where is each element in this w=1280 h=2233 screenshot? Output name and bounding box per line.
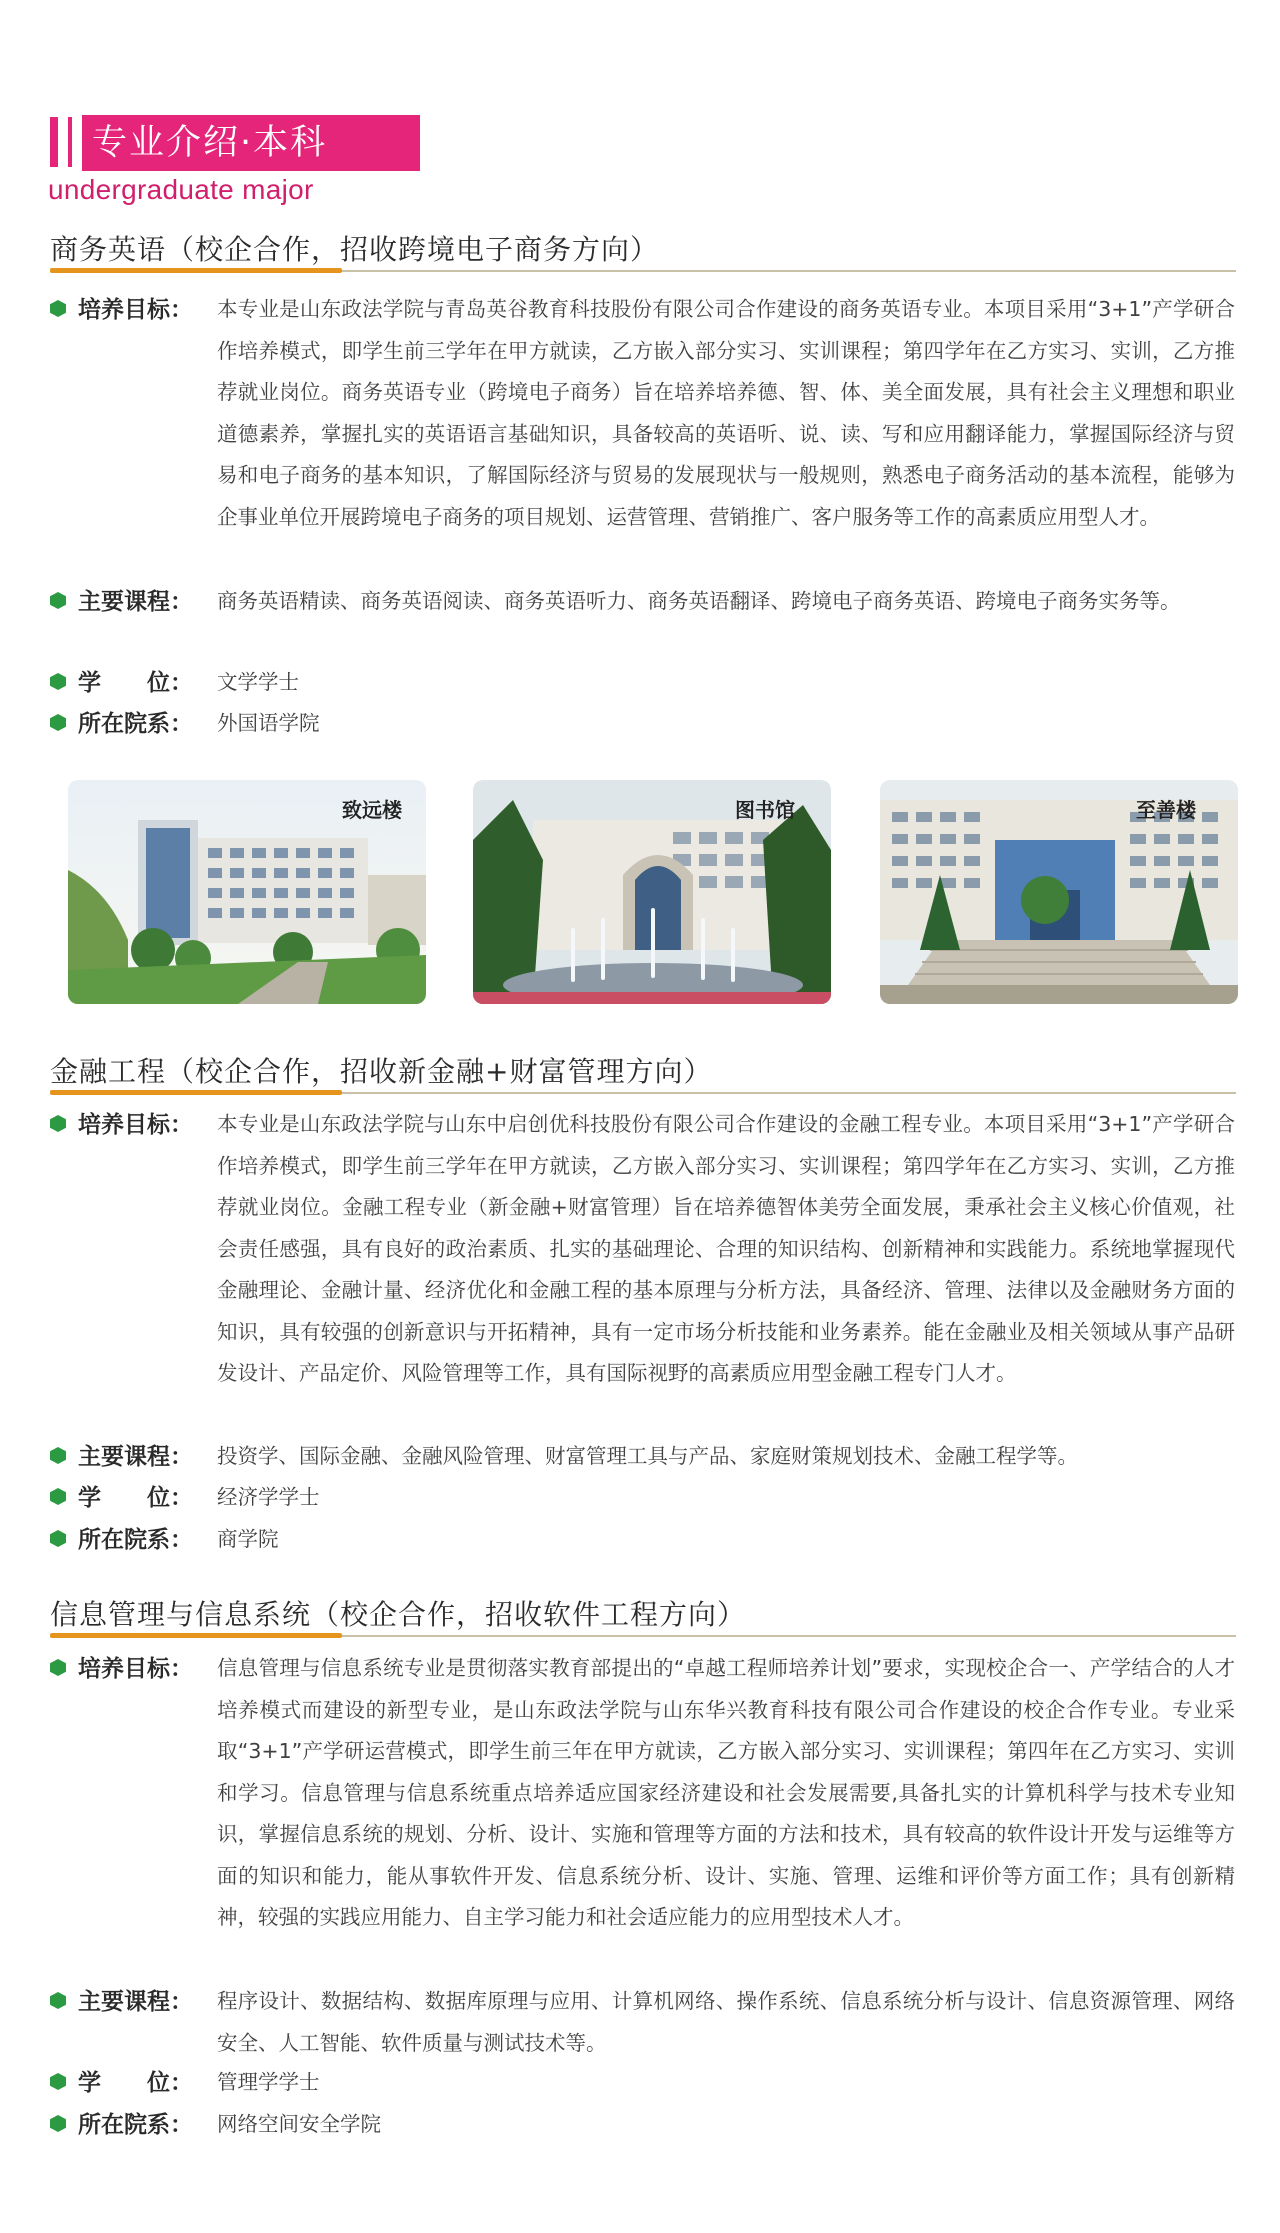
photo-label: 至善楼 bbox=[1136, 798, 1196, 822]
bullet-icon bbox=[50, 1488, 66, 1505]
courses-label: 主要课程： bbox=[78, 1989, 193, 2015]
header-accent-bar-thin bbox=[68, 117, 72, 167]
bullet-icon bbox=[50, 714, 66, 731]
section-title-business-english: 商务英语（校企合作，招收跨境电子商务方向） bbox=[50, 233, 660, 266]
goal-label: 培养目标： bbox=[78, 1656, 193, 1682]
degree-label: 学 位： bbox=[78, 2070, 193, 2096]
section-accent-underline bbox=[50, 268, 342, 273]
goal-label: 培养目标： bbox=[78, 1112, 193, 1138]
bullet-icon bbox=[50, 1992, 66, 2009]
goal-text: 本专业是山东政法学院与山东中启创优科技股份有限公司合作建设的金融工程专业。本项目采用“3+1”产学研合作培养模式，即学生前三学年在甲方就读，乙方嵌入部分实习、实训课程；第四学年在乙方实习、实训，乙方推荐就业岗位。金融工程专业（新金融+财富管理）旨在培养德智体美劳全面发展，秉承社会主义核心价值观，社会责任感强，具有良好的政治素质、扎实的基础理论、合理的知识结构、创新精神和实践能力。系统地掌握现代金融理论、金融计量、经济优化和金融工程的基本原理与分析方法，具备经济、管理、法律以及金融财务方面的知识，具有较强的创新意识与开拓精神，具有一定市场分析技能和业务素养。能在金融业及相关领域从事产品研发设计、产品定价、风险管理等工作，具有国际视野的高素质应用型金融工程专门人才。 bbox=[217, 1112, 1235, 1385]
bullet-icon bbox=[50, 1659, 66, 1676]
courses-label: 主要课程： bbox=[78, 589, 193, 615]
courses-text: 投资学、国际金融、金融风险管理、财富管理工具与产品、家庭财策规划技术、金融工程学等。 bbox=[217, 1444, 1078, 1468]
college-text: 网络空间安全学院 bbox=[217, 2112, 381, 2136]
degree-text: 管理学学士 bbox=[217, 2070, 320, 2094]
degree-text: 文学学士 bbox=[217, 670, 299, 694]
header-accent-bar bbox=[50, 117, 58, 167]
college-label: 所在院系： bbox=[78, 1527, 193, 1553]
bullet-icon bbox=[50, 592, 66, 609]
college-text: 商学院 bbox=[217, 1527, 279, 1551]
college-label: 所在院系： bbox=[78, 711, 193, 737]
bullet-icon bbox=[50, 2073, 66, 2090]
college-text: 外国语学院 bbox=[217, 711, 320, 735]
section-accent-underline bbox=[50, 1090, 342, 1095]
page-title: 专业介绍·本科 bbox=[82, 115, 420, 171]
section-title-information-systems: 信息管理与信息系统（校企合作，招收软件工程方向） bbox=[50, 1598, 747, 1631]
bullet-icon bbox=[50, 300, 66, 317]
goal-text: 信息管理与信息系统专业是贯彻落实教育部提出的“卓越工程师培养计划”要求，实现校企合一、产学结合的人才培养模式而建设的新型专业，是山东政法学院与山东华兴教育科技有限公司合作建设的校企合作专业。专业采取“3+1”产学研运营模式，即学生前三年在甲方就读，乙方嵌入部分实习、实训课程；第四年在乙方实习、实训和学习。信息管理与信息系统重点培养适应国家经济建设和社会发展需要,具备扎实的计算机科学与技术专业知识，掌握信息系统的规划、分析、设计、实施和管理等方面的方法和技术，具有较高的软件设计开发与运维等方面的知识和能力，能从事软件开发、信息系统分析、设计、实施、管理、运维和评价等方面工作；具有创新精神，较强的实践应用能力、自主学习能力和社会适应能力的应用型技术人才。 bbox=[217, 1656, 1235, 1929]
degree-label: 学 位： bbox=[78, 670, 193, 696]
degree-text: 经济学学士 bbox=[217, 1485, 320, 1509]
bullet-icon bbox=[50, 1530, 66, 1547]
section-accent-underline bbox=[50, 1633, 342, 1638]
bullet-icon bbox=[50, 2115, 66, 2132]
degree-label: 学 位： bbox=[78, 1485, 193, 1511]
section-title-financial-engineering: 金融工程（校企合作，招收新金融+财富管理方向） bbox=[50, 1055, 713, 1088]
courses-text: 程序设计、数据结构、数据库原理与应用、计算机网络、操作系统、信息系统分析与设计、信息资源管理、网络安全、人工智能、软件质量与测试技术等。 bbox=[217, 1989, 1235, 2055]
photo-label: 图书馆 bbox=[735, 798, 795, 822]
bullet-icon bbox=[50, 673, 66, 690]
page-subtitle: undergraduate major bbox=[48, 174, 314, 205]
courses-text: 商务英语精读、商务英语阅读、商务英语听力、商务英语翻译、跨境电子商务英语、跨境电子商务实务等。 bbox=[217, 589, 1181, 613]
goal-label: 培养目标： bbox=[78, 297, 193, 323]
bullet-icon bbox=[50, 1115, 66, 1132]
courses-label: 主要课程： bbox=[78, 1444, 193, 1470]
goal-text: 本专业是山东政法学院与青岛英谷教育科技股份有限公司合作建设的商务英语专业。本项目采用“3+1”产学研合作培养模式，即学生前三学年在甲方就读，乙方嵌入部分实习、实训课程；第四学年在乙方实习、实训，乙方推荐就业岗位。商务英语专业（跨境电子商务）旨在培养培养德、智、体、美全面发展，具有社会主义理想和职业道德素养，掌握扎实的英语语言基础知识，具备较高的英语听、说、读、写和应用翻译能力，掌握国际经济与贸易和电子商务的基本知识，了解国际经济与贸易的发展现状与一般规则，熟悉电子商务活动的基本流程，能够为企事业单位开展跨境电子商务的项目规划、运营管理、营销推广、客户服务等工作的高素质应用型人才。 bbox=[217, 297, 1235, 529]
photo-label: 致远楼 bbox=[342, 798, 402, 822]
bullet-icon bbox=[50, 1447, 66, 1464]
college-label: 所在院系： bbox=[78, 2112, 193, 2138]
